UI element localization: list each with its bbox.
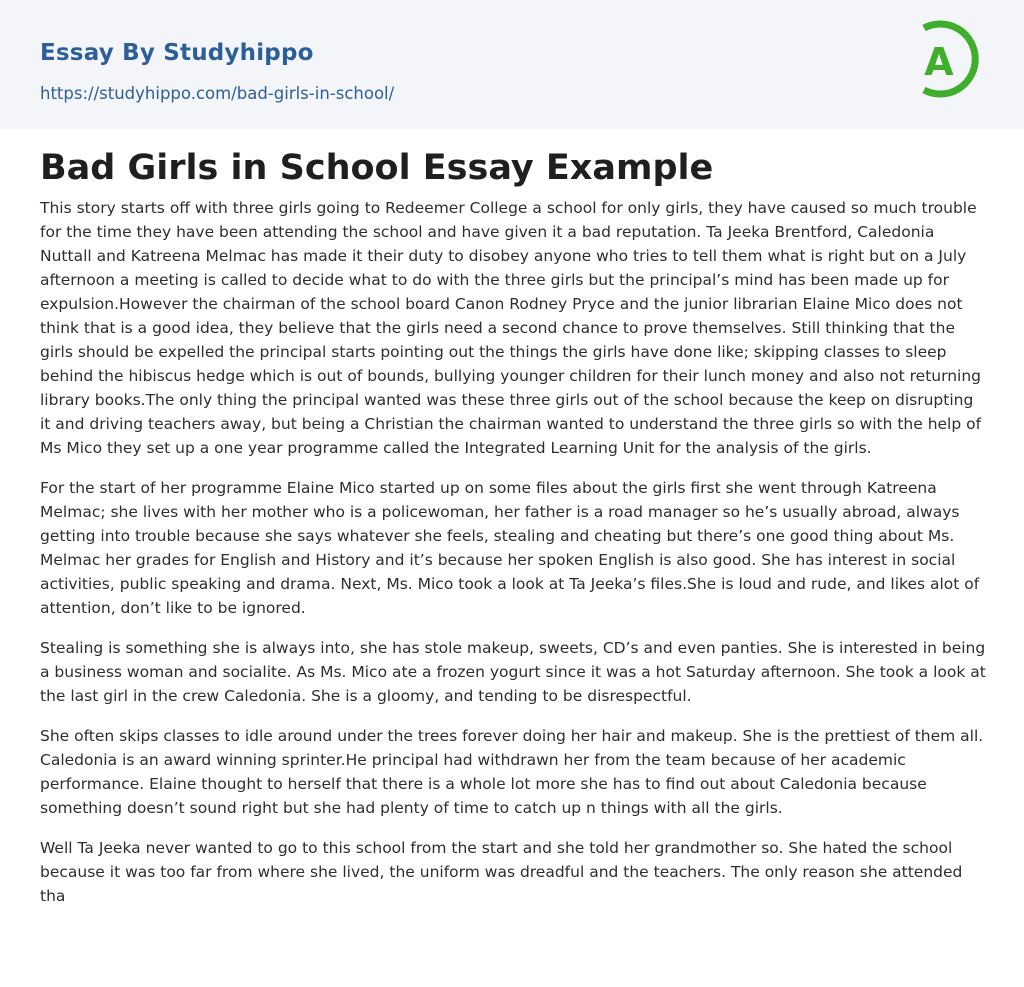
article [40, 146, 986, 924]
paragraph-4: She often skips classes to idle around under the trees forever doing her hair and makeup. She is the prettiest of them all. Caledonia is an award winning sprinter.He principal had withdrawn her from the team because of her academic performance. Elaine thought to herself that there is a whole lot more she has to find out about Caledonia because something doesn’t sound right but she had plenty of time to catch up n things with all the girls. [40, 727, 984, 817]
logo-letter: A [924, 40, 954, 84]
paragraph-3: Stealing is something she is always into, she has stole makeup, sweets, CD’s and even panties. She is interested in being a business woman and socialite. As Ms. Mico ate a frozen yogurt since it was a hot Saturday afternoon. She took a look at the last girl in the crew Caledonia. She is a gloomy, and tending to be disrespectful. [40, 639, 986, 705]
page-title: Bad Girls in School Essay Example [40, 148, 714, 188]
paragraph-5: Well Ta Jeeka never wanted to go to this school from the start and she told her grandmother so. She hated the school because it was too far from where she lived, the uniform was dreadful and the teachers. The only reason she attended tha [40, 839, 963, 905]
brand-title[interactable]: Essay By Studyhippo [40, 40, 314, 66]
paragraph-2: For the start of her programme Elaine Mico started up on some files about the girls first she went through Katreena Melmac; she lives with her mother who is a policewoman, her father is a road manager so he’s usually abroad, always getting into trouble because she says whatever she feels, stealing and cheating but there’s one good thing about Ms. Melmac her grades for English and History and it’s because her spoken English is also good. She has interest in social activities, public speaking and drama. Next, Ms. Mico took a look at Ta Jeeka’s files.She is loud and rude, and likes alot of attention, don’t like to be ignored. [40, 479, 980, 617]
source-url-link[interactable]: https://studyhippo.com/bad-girls-in-school/ [40, 84, 395, 103]
studyhippo-logo-icon[interactable] [910, 18, 988, 106]
paragraph-1: This story starts off with three girls going to Redeemer College a school for only girls, they have caused so much trouble for the time they have been attending the school and have given it a bad reputation. Ta Jeeka Brentford, Caledonia Nuttall and Katreena Melmac has made it their duty to disobey anyone who tries to tell them what is right but on a July afternoon a meeting is called to decide what to do with the three girls but the principal’s mind has been made up for expulsion.However the chairman of the school board Canon Rodney Pryce and the junior librarian Elaine Mico does not think that is a good idea, they believe that the girls need a second chance to prove themselves. Still thinking that the girls should be expelled the principal starts pointing out the things the girls have done like; skipping classes to sleep behind the hibiscus hedge which is out of bounds, bullying younger children for their lunch money and also not returning library books.The only thing the principal wanted was these three girls out of the school because the keep on disrupting it and driving teachers away, but being a Christian the chairman wanted to understand the three girls so with the help of Ms Mico they set up a one year programme called the Integrated Learning Unit for the analysis of the girls. [40, 199, 982, 457]
site-header [0, 0, 1024, 129]
